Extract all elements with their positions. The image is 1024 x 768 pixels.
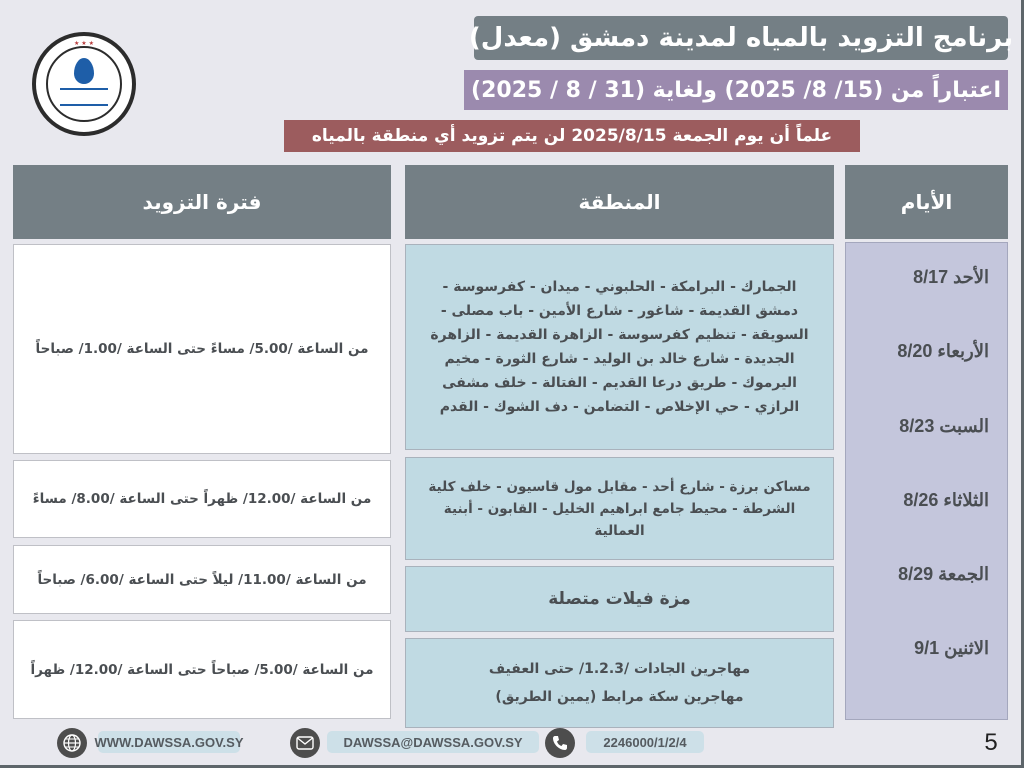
column-header-period: فترة التزويد (13, 165, 391, 239)
day-label: الثلاثاء 8/26 (903, 490, 989, 510)
day-label: الأربعاء 8/20 (897, 341, 989, 361)
stars-icon: ★ ★ ★ (74, 40, 94, 47)
date-range-banner: اعتباراً من (15/ 8/ 2025) ولغاية (31 / 8 / 2025) (464, 70, 1008, 110)
page-title: برنامج التزويد بالمياه لمدينة دمشق (معدل) (474, 16, 1008, 60)
notice-banner: علماً أن يوم الجمعة 2025/8/15 لن يتم تزويد أي منطقة بالمياه (284, 120, 860, 152)
globe-icon (57, 728, 87, 758)
day-label: الاثنين 9/1 (914, 638, 989, 658)
area-cell (405, 638, 834, 728)
area-cell: مساكن برزة - شارع أحد - مقابل مول قاسيون - خلف كلية الشرطة - محيط جامع ابراهيم الخليل - القابون - أبنية العمالية (405, 457, 834, 560)
day-label: الأحد 8/17 (913, 267, 989, 287)
day-label: السبت 8/23 (899, 416, 989, 436)
water-waves-icon (60, 88, 108, 106)
email-icon (290, 728, 320, 758)
water-drop-icon (74, 58, 94, 84)
area-cell: مزة فيلات متصلة (405, 566, 834, 632)
period-cell: من الساعة /11.00/ ليلاً حتى الساعة /6.00/ صباحاً (13, 545, 391, 614)
email-link[interactable]: DAWSSA@DAWSSA.GOV.SY (327, 731, 539, 753)
page-number: 5 (984, 729, 998, 756)
days-column (845, 242, 1008, 720)
period-cell: من الساعة /5.00/ مساءً حتى الساعة /1.00/ صباحاً (13, 244, 391, 454)
website-link[interactable]: WWW.DAWSSA.GOV.SY (98, 731, 240, 753)
day-label: الجمعة 8/29 (898, 564, 989, 584)
phone-icon (545, 728, 575, 758)
organization-logo (32, 32, 136, 136)
area-cell: الجمارك - البرامكة - الحلبوني - ميدان - كفرسوسة - دمشق القديمة - شاغور - شارع الأمين - باب مصلى - السويقة - تنظيم كفرسوسة - الزاهرة القديمة - الزاهرة الجديدة - شارع خالد بن الوليد - شارع الثورة - مخيم اليرموك - طريق درعا القديم - الفتالة - خلف مشفى الرازي - حي الإخلاص - التضامن - دف الشوك - القدم (405, 244, 834, 450)
column-header-area: المنطقة (405, 165, 834, 239)
phone-number[interactable]: 2246000/1/2/4 (586, 731, 704, 753)
column-header-days: الأيام (845, 165, 1008, 239)
period-cell: من الساعة /5.00/ صباحاً حتى الساعة /12.00/ ظهراً (13, 620, 391, 719)
period-cell: من الساعة /12.00/ ظهراً حتى الساعة /8.00/ مساءً (13, 460, 391, 538)
area-line: مهاجرين سكة مرابط (يمين الطريق) (495, 689, 744, 705)
area-line: مهاجرين الجادات /1.2.3/ حتى العفيف (488, 661, 751, 677)
